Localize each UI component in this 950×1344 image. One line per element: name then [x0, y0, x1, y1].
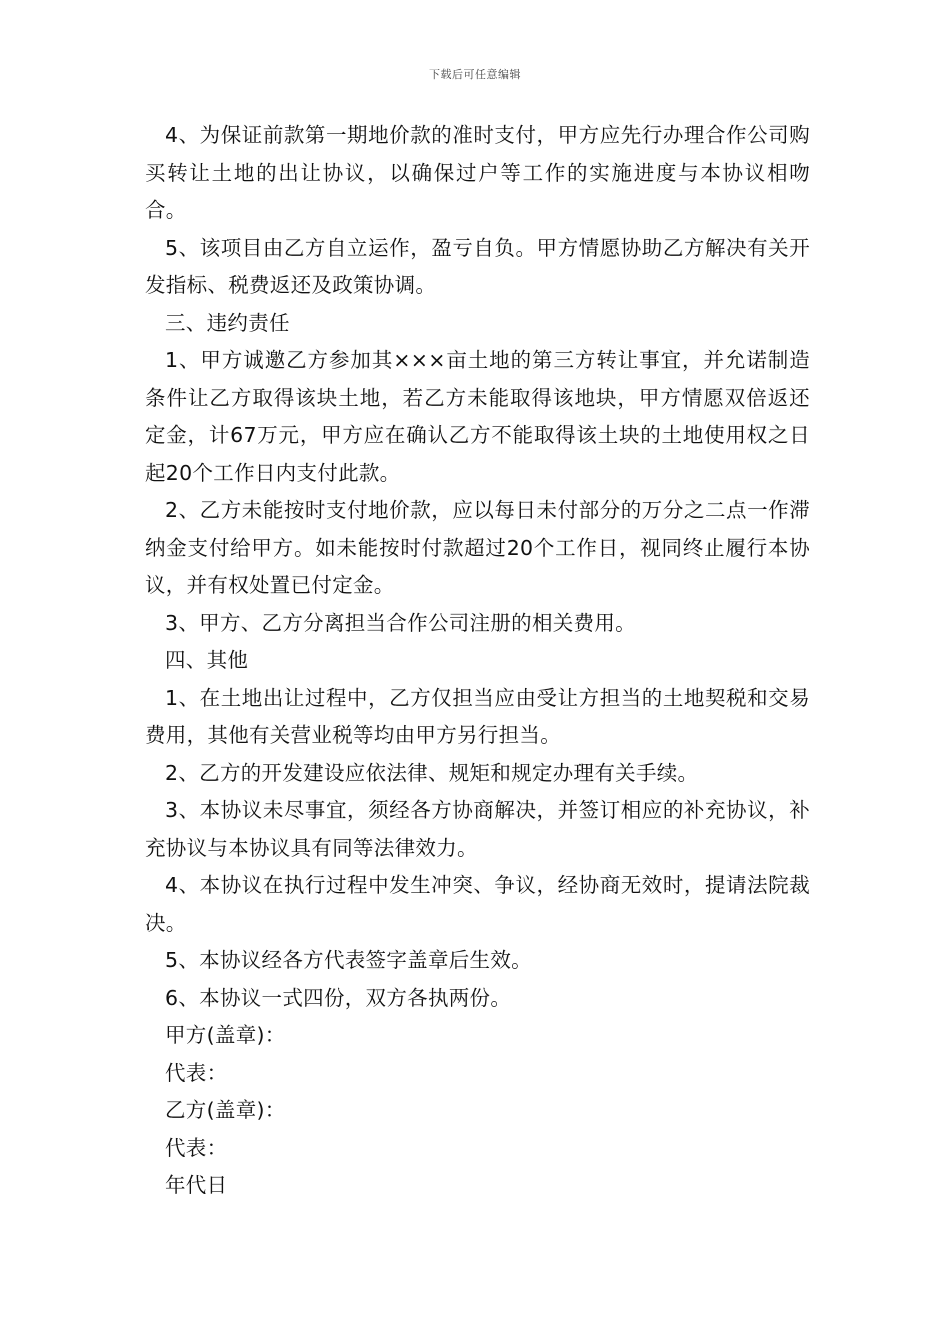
paragraph-other-4: 4、本协议在执行过程中发生冲突、争议，经协商无效时，提请法院裁决。: [145, 873, 810, 935]
paragraph-other-6: 6、本协议一式四份，双方各执两份。: [165, 985, 512, 1010]
section-heading-other: 四、其他: [165, 648, 249, 672]
page-header: 下载后可任意编辑: [429, 68, 521, 81]
paragraph-clause-5: 5、该项目由乙方自立运作，盈亏自负。甲方情愿协助乙方解决有关开发指标、税费返还及政策协调。: [145, 235, 810, 297]
paragraph-other-2: 2、乙方的开发建设应依法律、规矩和规定办理有关手续。: [165, 760, 699, 785]
signature-date: 年代日: [165, 1173, 228, 1197]
signature-rep-a: 代表：: [165, 1060, 228, 1085]
paragraph-other-1: 1、在土地出让过程中，乙方仅担当应由受让方担当的土地契税和交易费用，其他有关营业税等均由甲方另行担当。: [145, 685, 810, 747]
paragraph-other-3: 3、本协议未尽事宜，须经各方协商解决，并签订相应的补充协议，补充协议与本协议具有同等法律效力。: [145, 798, 810, 860]
paragraph-clause-4: 4、为保证前款第一期地价款的准时支付，甲方应先行办理合作公司购买转让土地的出让协议，以确保过户等工作的实施进度与本协议相吻合。: [145, 123, 810, 222]
signature-party-b: 乙方(盖章)：: [165, 1098, 286, 1122]
signature-party-a: 甲方(盖章)：: [165, 1023, 286, 1047]
paragraph-breach-3: 3、甲方、乙方分离担当合作公司注册的相关费用。: [165, 610, 636, 635]
paragraph-breach-1: 1、甲方诚邀乙方参加其×××亩土地的第三方转让事宜，并允诺制造条件让乙方取得该块土地，若乙方未能取得该地块，甲方情愿双倍返还定金，计67万元，甲方应在确认乙方不能取得该土块的土地使用权之日起20个工作日内支付此款。: [145, 348, 810, 485]
paragraph-other-5: 5、本协议经各方代表签字盖章后生效。: [165, 948, 532, 972]
paragraph-breach-2: 2、乙方未能按时支付地价款，应以每日未付部分的万分之二点一作滞纳金支付给甲方。如未能按时付款超过20个工作日，视同终止履行本协议，并有权处置已付定金。: [145, 498, 810, 597]
section-heading-breach: 三、违约责任: [165, 310, 290, 335]
signature-rep-b: 代表：: [165, 1135, 228, 1160]
document-body: [145, 117, 810, 1205]
